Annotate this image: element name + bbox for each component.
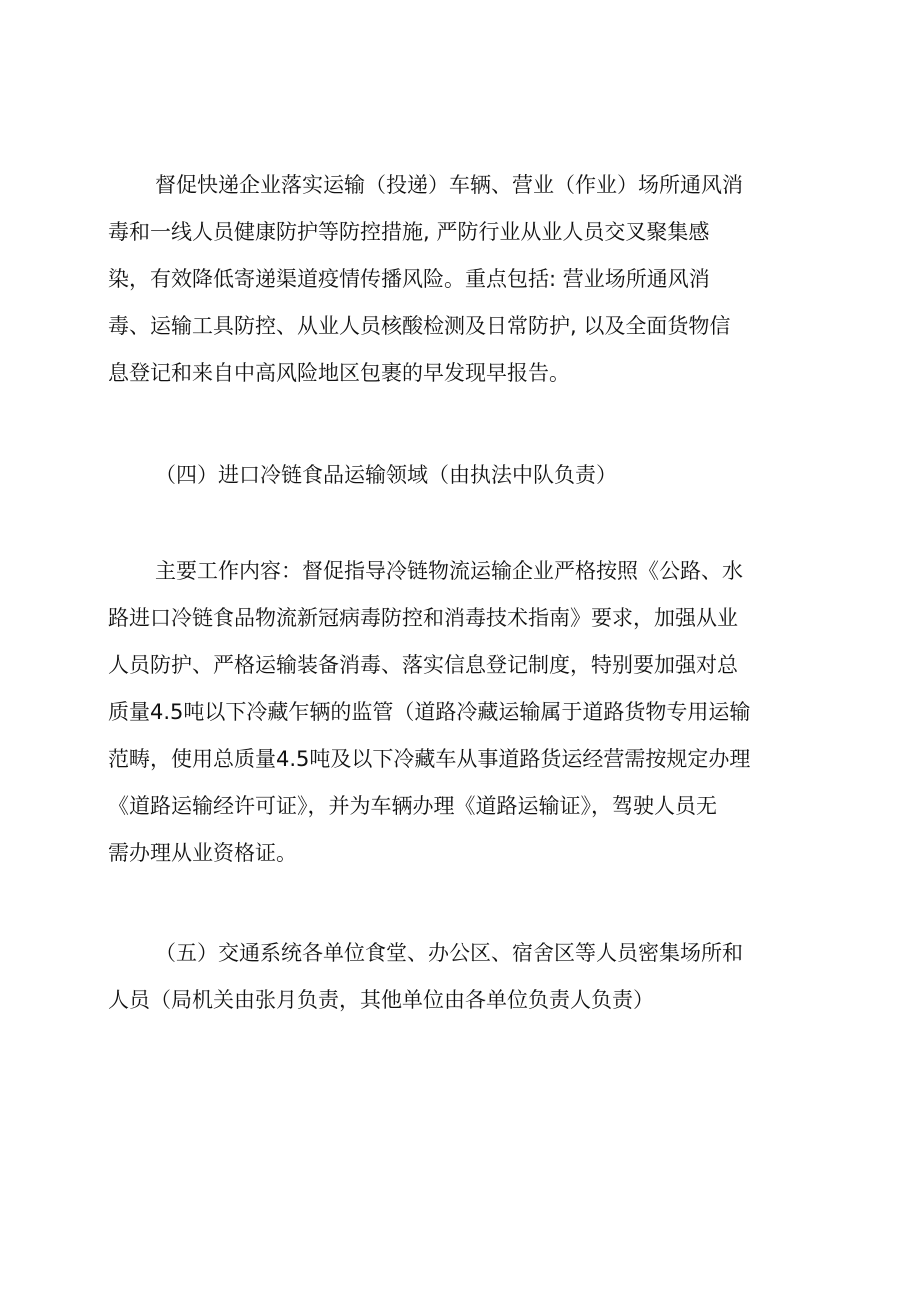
paragraph-line: 息登记和来自中高风险地区包裹的早发现早报告。 [108, 361, 570, 385]
heading-line: 人员（局机关由张月负责，其他单位由各单位负责人负责） [108, 988, 654, 1012]
paragraph-line: 督促快递企业落实运输（投递）车辆、营业（作业）场所通风消 [155, 173, 743, 197]
paragraph-express-delivery [108, 162, 808, 397]
paragraph-line: 主要工作内容：督促指导冷链物流运输企业严格按照《公路、水 [155, 559, 743, 583]
paragraph-line: 毒、运输工具防控、从业人员核酸检测及日常防护, 以及全面货物信 [108, 314, 731, 338]
paragraph-line: 需办理从业资格证。 [108, 841, 297, 865]
heading-line: （四）进口冷链食品运输领域（由执法中队负责） [155, 463, 617, 487]
paragraph-line: 染，有效降低寄递渠道疫情传播风险。重点包括: 营业场所通风消 [108, 267, 710, 291]
paragraph-cold-chain [108, 548, 808, 877]
paragraph-line: 路进口冷链食品物流新冠病毒防控和消毒技术指南》要求，加强从业 [108, 606, 738, 630]
paragraph-line: 毒和一线人员健康防护等防控措施, 严防行业从业人员交叉聚集感 [108, 220, 710, 244]
section-heading-5 [108, 930, 808, 1024]
section-heading-4 [108, 452, 808, 499]
heading-line: （五）交通系统各单位食堂、办公区、宿舍区等人员密集场所和 [155, 941, 743, 965]
paragraph-line: 《道路运输经许可证》，并为车辆办理《道路运输证》，驾驶人员无 [108, 794, 717, 818]
paragraph-line: 质量4.5吨以下冷藏乍辆的监管（道路冷藏运输属于道路货物专用运输 [108, 700, 751, 724]
paragraph-line: 人员防护、严格运输装备消毒、落实信息登记制度，特别要加强对总 [108, 653, 738, 677]
paragraph-line: 范畴，使用总质量4.5吨及以下冷藏车从事道路货运经营需按规定办理 [108, 747, 751, 771]
